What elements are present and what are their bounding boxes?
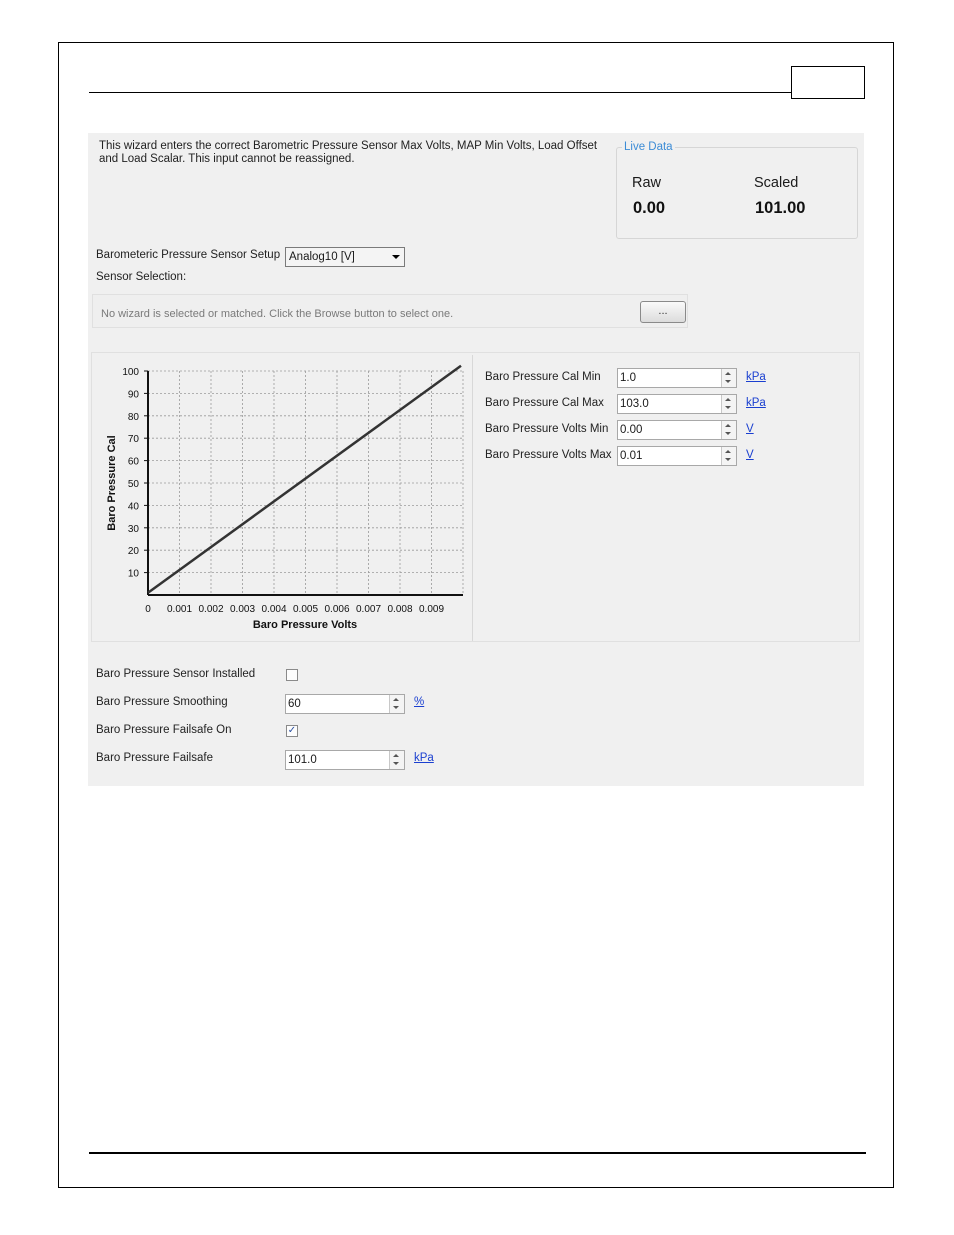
browse-button[interactable]: ... [640,301,686,323]
down-arrow-icon [393,706,399,709]
cal-max-label: Baro Pressure Cal Max [485,397,604,409]
y-tick-label: 100 [122,367,139,378]
up-arrow-icon [725,398,731,401]
calibration-chart [93,355,473,640]
sensor-setup-select-value: Analog10 [V] [289,251,355,263]
wizard-status-text: No wizard is selected or matched. Click the Browse button to select one. [101,308,454,320]
y-tick-label: 50 [127,479,139,490]
volts-max-value: 0.01 [620,450,643,462]
page-number-box [791,66,865,99]
x-tick-label: 0 [145,604,151,615]
y-tick-label: 10 [127,568,139,580]
volts-max-spinner[interactable] [721,447,736,465]
down-arrow-icon [393,762,399,765]
footer-rule [89,1152,866,1154]
cal-max-unit-link[interactable]: kPa [746,397,766,409]
volts-min-spinner[interactable] [721,421,736,439]
smoothing-input[interactable] [285,694,405,714]
raw-label: Raw [632,175,662,191]
down-arrow-icon [725,432,731,435]
x-tick-label: 0.001 [166,604,193,615]
volts-min-input[interactable] [617,420,737,440]
failsafe-value: 101.0 [288,754,317,766]
y-tick-label: 60 [127,456,139,468]
smoothing-label: Baro Pressure Smoothing [96,696,228,708]
setup-label: Barometeric Pressure Sensor Setup [96,249,281,261]
y-tick-label: 40 [127,501,139,513]
cal-max-value: 103.0 [620,398,649,410]
x-axis-title: Baro Pressure Volts [252,619,358,631]
cal-min-label: Baro Pressure Cal Min [485,371,601,383]
x-tick-label: 0.005 [292,604,319,615]
intro-line-1: This wizard enters the correct Barometric Pressure Sensor Max Volts, MAP Min Volts, Load Offset [99,140,598,152]
failsafe-unit-link[interactable]: kPa [414,752,434,764]
up-arrow-icon [725,424,731,427]
x-tick-label: 0.006 [324,604,350,615]
volts-min-value: 0.00 [620,424,643,436]
smoothing-value: 60 [288,698,301,710]
x-tick-label: 0.007 [355,604,382,615]
y-tick-label: 80 [127,411,139,423]
failsafe-label: Baro Pressure Failsafe [96,752,213,764]
volts-max-input[interactable] [617,446,737,466]
up-arrow-icon [393,754,399,757]
down-arrow-icon [725,458,731,461]
volts-max-unit-link[interactable]: V [746,449,754,461]
y-tick-label: 70 [127,434,139,446]
volts-max-label: Baro Pressure Volts Max [485,449,612,461]
live-data-group [616,147,858,239]
cal-max-input[interactable] [617,394,737,414]
scaled-label: Scaled [754,175,799,191]
cal-min-value: 1.0 [620,372,636,384]
cal-min-unit-link[interactable]: kPa [746,371,766,383]
up-arrow-icon [725,450,731,453]
series-line [148,366,461,593]
volts-min-unit-link[interactable]: V [746,423,754,435]
chevron-down-icon [392,255,400,259]
installed-checkbox[interactable] [286,669,298,681]
y-tick-label: 20 [127,546,139,558]
down-arrow-icon [725,406,731,409]
wizard-status-bar [92,294,688,328]
up-arrow-icon [393,698,399,701]
sensor-setup-select[interactable] [285,247,405,267]
cal-min-spinner[interactable] [721,369,736,387]
x-tick-label: 0.008 [387,604,413,615]
failsafe-on-label: Baro Pressure Failsafe On [96,724,232,736]
x-tick-label: 0.004 [261,604,287,615]
raw-value: 0.00 [633,199,666,217]
sensor-selection-label: Sensor Selection: [96,271,187,283]
intro-line-2: and Load Scalar. This input cannot be reassigned. [99,153,355,165]
cal-min-input[interactable] [617,368,737,388]
live-data-title: Live Data [624,141,673,153]
volts-min-label: Baro Pressure Volts Min [485,423,609,435]
x-tick-label: 0.003 [229,604,256,615]
scaled-value: 101.00 [755,199,806,217]
up-arrow-icon [725,372,731,375]
smoothing-unit-link[interactable]: % [414,696,425,708]
check-icon: ✓ [287,725,297,736]
y-tick-label: 90 [127,389,139,401]
failsafe-on-checkbox[interactable] [286,725,298,737]
intro-text [99,140,599,166]
cal-max-spinner[interactable] [721,395,736,413]
failsafe-input[interactable] [285,750,405,770]
y-tick-label: 30 [127,523,139,535]
wizard-panel [88,133,864,786]
down-arrow-icon [725,380,731,383]
y-axis-title: Baro Pressure Cal [106,435,118,531]
smoothing-spinner[interactable] [389,695,404,713]
installed-label: Baro Pressure Sensor Installed [96,668,256,680]
x-tick-label: 0.009 [418,604,445,615]
header-rule [89,92,791,93]
x-tick-label: 0.002 [198,604,224,615]
failsafe-spinner[interactable] [389,751,404,769]
